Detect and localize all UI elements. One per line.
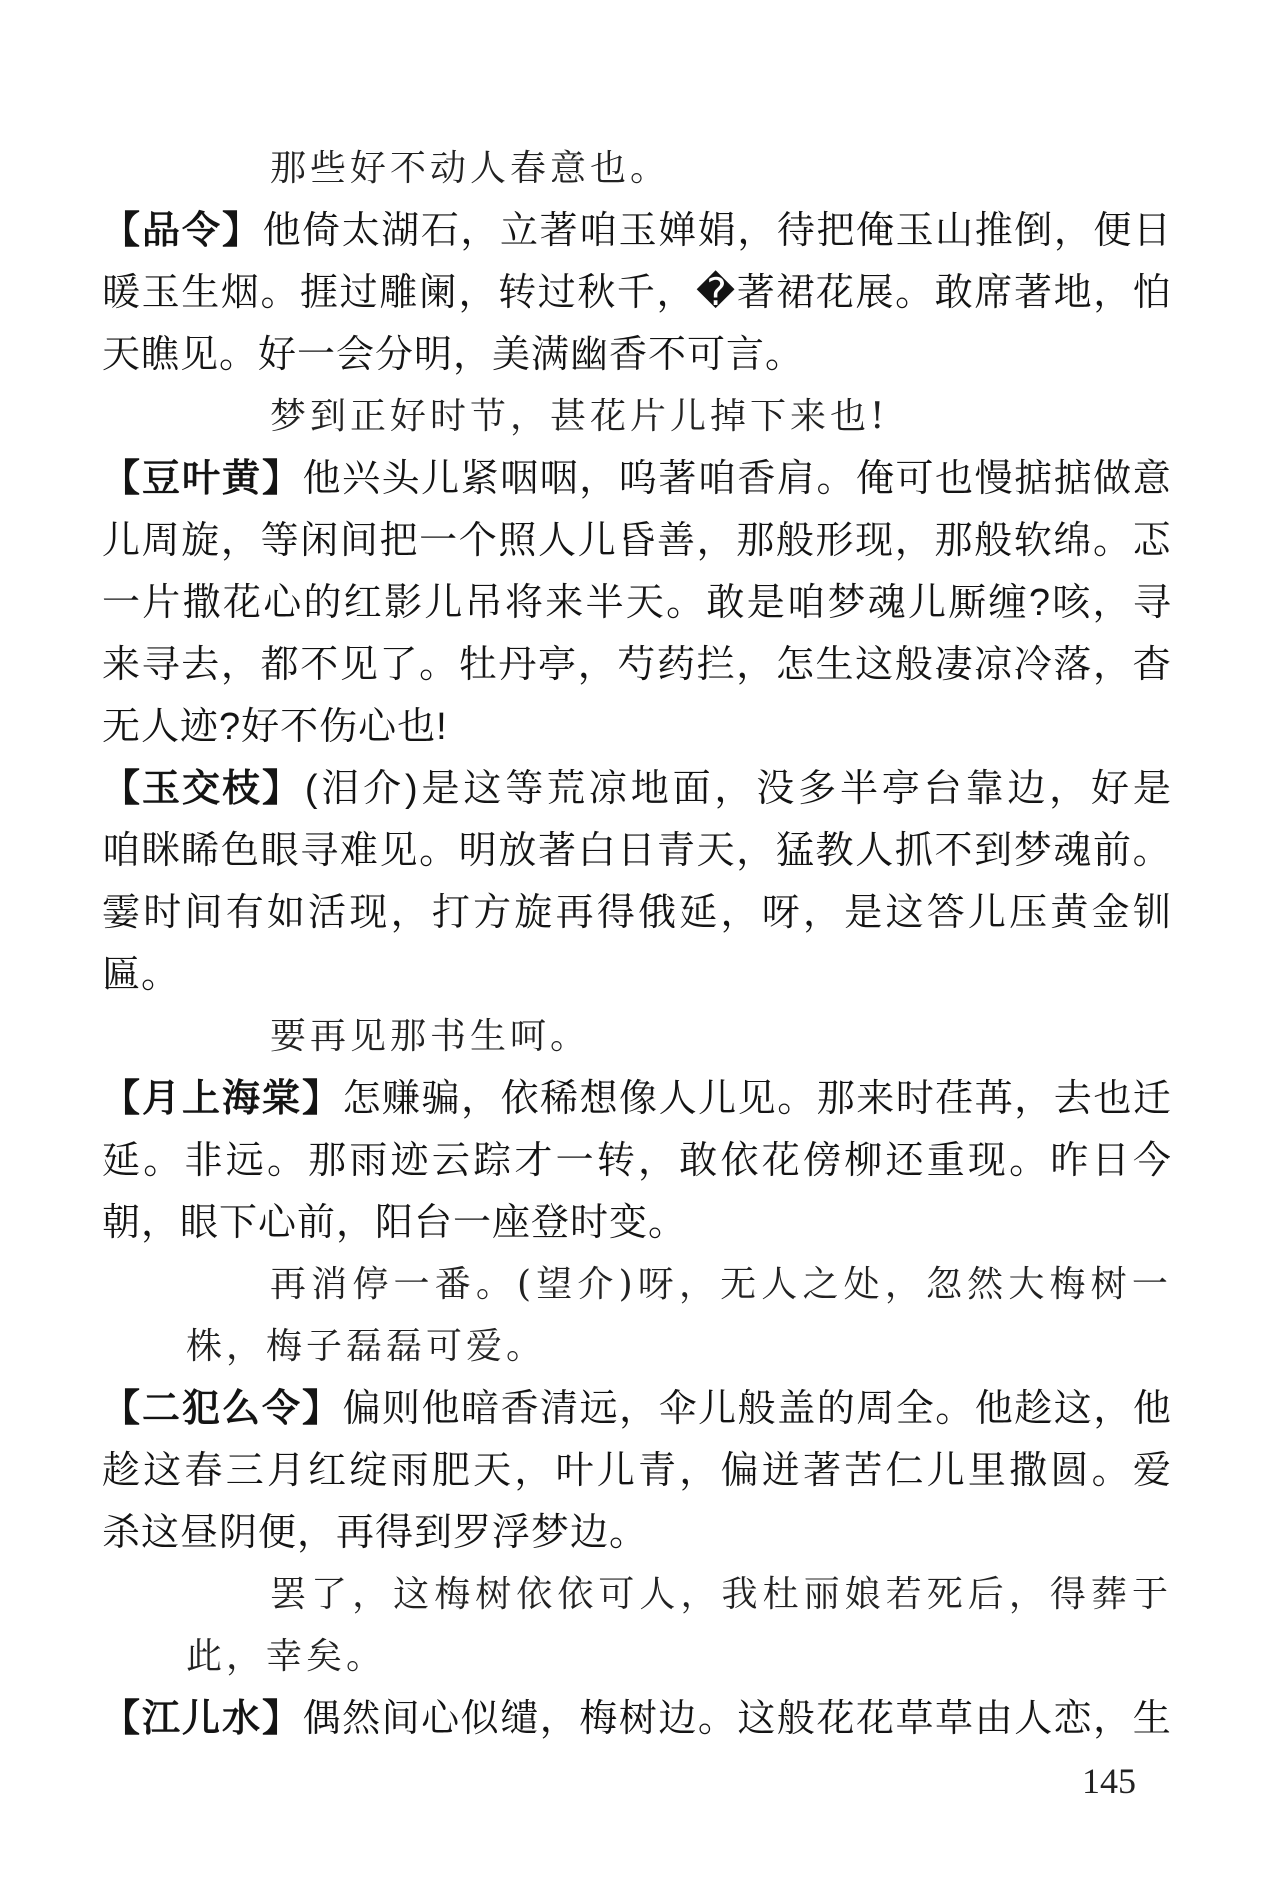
line-text: 要再见那书生呵。 [270,1016,591,1057]
text-line: 再 消 停 一 番 。 ( 望 介 ) 呀 ， 无 人 之 处 ， 忽 然 大 梅 树 一 [270,1264,1172,1305]
line-text: 天瞧见。好一会分明，美满幽香不可言。 [102,334,805,376]
text-line: 趁 这 春 三 月 红 绽 雨 肥 天 ， 叶 儿 青 ， 偏 迸 著 苦 仁 儿 里 撒 圆 。 爱 [102,1450,1172,1492]
tune-title: 【江儿水】 [102,1698,303,1740]
text-line [102,696,1172,758]
text-line [102,1502,1172,1564]
text-line: 【江儿水】 偶 然 间 心 似 缱 ， 梅 树 边 。 这 般 花 花 草 草 由 人 恋 ， 生 [102,1688,1172,1750]
text-line: 【月上海棠】 怎 赚 骗 ， 依 稀 想 像 人 儿 见 。 那 来 时 荏 苒 ， 去 也 迁 [102,1068,1172,1130]
tune-title: 【玉交枝】 [102,768,303,810]
text-line: 【品令】 他 倚 太 湖 石 ， 立 著 咱 玉 婵 娟 ， 待 把 俺 玉 山 推 倒 ， 便 日 [102,200,1172,262]
text-line [102,1006,1172,1068]
text-line [102,1316,1172,1378]
text-line: 暖 玉 生 烟 。 捱 过 雕 阑 ， 转 过 秋 千 ， � 著 裙 花 展 。 敢 席 著 地 ， 怕 [102,272,1172,314]
text-line [102,1192,1172,1254]
tune-title: 【月上海棠】 [102,1078,343,1120]
tune-title: 【品令】 [102,210,263,252]
text-line [102,324,1172,386]
text-line: 霎 时 间 有 如 活 现 ， 打 方 旋 再 得 俄 延 ， 呀 ， 是 这 答 儿 压 黄 金 钏 [102,892,1172,934]
tune-title: 【豆叶黄】 [102,458,303,500]
text-line: 咱 眯 睎 色 眼 寻 难 见 。 明 放 著 白 日 青 天 ， 猛 教 人 抓 不 到 梦 魂 前 。 [102,830,1172,872]
line-text: 此，幸矣。 [186,1636,387,1677]
text-line: 【玉交枝】 ( 泪 介 ) 是 这 等 荒 凉 地 面 ， 没 多 半 亭 台 靠 边 ， 好 是 [102,758,1172,820]
text-line: 【豆叶黄】 他 兴 头 儿 紧 咽 咽 ， 呜 著 咱 香 肩 。 俺 可 也 慢 掂 掂 做 意 [102,448,1172,510]
line-text: 朝，眼下心前，阳台一座登时变。 [102,1202,688,1244]
text-line: 【二犯么令】 偏 则 他 暗 香 清 远 ， 伞 儿 般 盖 的 周 全 。 他 趁 这 ， 他 [102,1378,1172,1440]
line-text: 杀这昼阴便，再得到罗浮梦边。 [102,1512,649,1554]
text-block [102,138,1172,1750]
page-number: 145 [1082,1761,1136,1801]
text-line: 罢 了 ， 这 梅 树 依 依 可 人 ， 我 杜 丽 娘 若 死 后 ， 得 葬 于 [270,1574,1172,1615]
text-line [102,944,1172,1006]
text-line: 一 片 撒 花 心 的 红 影 儿 吊 将 来 半 天 。 敢 是 咱 梦 魂 儿 厮 缠 ? 咳 ， 寻 [102,582,1172,624]
text-line: 来 寻 去 ， 都 不 见 了 。 牡 丹 亭 ， 芍 药 拦 ， 怎 生 这 般 凄 凉 冷 落 ， 杳 [102,644,1172,686]
text-line: 儿 周 旋 ， 等 闲 间 把 一 个 照 人 儿 昏 善 ， 那 般 形 现 ， 那 般 软 绵 。 忑 [102,520,1172,562]
text-line [102,386,1172,448]
line-text: 匾。 [102,954,181,996]
text-line [102,1626,1172,1688]
line-text: 无人迹?好不伤心也! [102,706,448,748]
line-text: 那些好不动人春意也。 [270,148,671,189]
text-line: 延 。 非 远 。 那 雨 迹 云 踪 才 一 转 ， 敢 依 花 傍 柳 还 重 现 。 昨 日 今 [102,1140,1172,1182]
line-text: 株，梅子磊磊可爱。 [186,1326,547,1367]
text-line [102,138,1172,200]
tune-title: 【二犯么令】 [102,1388,343,1430]
line-text: 梦到正好时节，甚花片儿掉下来也! [270,396,889,437]
